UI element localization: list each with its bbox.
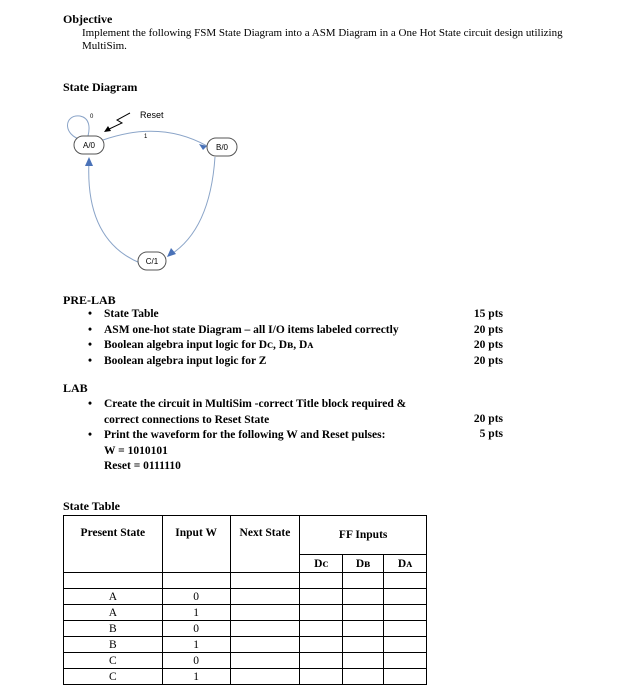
da-cell[interactable] — [384, 669, 427, 685]
col-header-next-state: Next State — [230, 516, 300, 573]
lab-points-2: 5 pts — [479, 428, 503, 440]
next-state-cell[interactable] — [230, 605, 300, 621]
spacer-cell — [343, 573, 384, 589]
present-state-cell: A — [64, 605, 163, 621]
next-state-cell[interactable] — [230, 669, 300, 685]
input-w-cell: 1 — [162, 637, 230, 653]
state-diagram-heading: State Diagram — [63, 80, 138, 94]
spacer-cell — [230, 573, 300, 589]
state-node-c — [138, 252, 166, 270]
da-cell[interactable] — [384, 637, 427, 653]
state-node-b — [207, 138, 237, 156]
input-w-cell: 0 — [162, 589, 230, 605]
self-loop-input-label: 0 — [90, 114, 94, 120]
arc-c-to-a — [89, 161, 140, 263]
table-row — [64, 653, 427, 669]
da-cell[interactable] — [384, 605, 427, 621]
next-state-cell[interactable] — [230, 589, 300, 605]
objective-text — [82, 27, 602, 53]
col-header-input-w: Input W — [162, 516, 230, 573]
spacer-cell — [64, 573, 163, 589]
transition-input-label: 1 — [144, 134, 148, 140]
state-table-heading: State Table — [63, 499, 121, 513]
present-state-cell: A — [64, 589, 163, 605]
dc-cell[interactable] — [300, 621, 343, 637]
dc-cell[interactable] — [300, 669, 343, 685]
db-cell[interactable] — [343, 621, 384, 637]
db-cell[interactable] — [343, 589, 384, 605]
lab-item-create-circuit — [86, 397, 466, 428]
prelab-item-asm-diagram: • ASM one-hot state Diagram – all I/O items labeled correctly — [86, 323, 446, 339]
arrow-b-to-c — [167, 248, 176, 257]
input-w-cell: 1 — [162, 605, 230, 621]
dc-cell[interactable] — [300, 589, 343, 605]
lab-item1-line2: correct connections to Reset State — [104, 413, 270, 426]
input-w-cell: 1 — [162, 669, 230, 685]
lab-points-1: 20 pts — [473, 413, 503, 425]
input-w-cell: 0 — [162, 653, 230, 669]
col-header-present-state: Present State — [64, 516, 163, 573]
col-header-da: Dᴀ — [384, 555, 427, 573]
prelab-points-4: 20 pts — [473, 354, 503, 367]
spacer-cell — [162, 573, 230, 589]
arc-b-to-c — [170, 157, 215, 255]
table-row — [64, 589, 427, 605]
db-cell[interactable] — [343, 637, 384, 653]
da-cell[interactable] — [384, 653, 427, 669]
dc-cell[interactable] — [300, 653, 343, 669]
arc-a-to-b — [103, 131, 207, 146]
state-c-label: C/1 — [145, 257, 159, 266]
prelab-item-state-table: • State Table — [86, 307, 446, 323]
prelab-item-boolean-z: • Boolean algebra input logic for Z — [86, 354, 446, 370]
lab-reset-pulses: Reset = 0111110 — [104, 460, 181, 472]
db-cell[interactable] — [343, 605, 384, 621]
input-w-cell: 0 — [162, 621, 230, 637]
table-row — [64, 621, 427, 637]
prelab-points-2: 20 pts — [473, 323, 503, 336]
table-row — [64, 637, 427, 653]
state-node-a — [74, 136, 104, 154]
objective-text-line1: Implement the following FSM State Diagram into a ASM Diagram in a One Hot State circuit design utilizing — [82, 27, 563, 39]
next-state-cell[interactable] — [230, 621, 300, 637]
objective-heading: Objective — [63, 12, 113, 26]
arrow-c-to-a — [85, 157, 93, 166]
state-diagram — [60, 100, 260, 275]
dc-cell[interactable] — [300, 637, 343, 653]
lab-list — [86, 397, 466, 475]
reset-arrow-line — [107, 113, 130, 130]
spacer-cell — [384, 573, 427, 589]
col-header-dc: Dᴄ — [300, 555, 343, 573]
lab-w-pulses: W = 1010101 — [104, 444, 168, 457]
state-b-label: B/0 — [215, 143, 229, 152]
prelab-points-3: 20 pts — [473, 339, 503, 351]
dc-cell[interactable] — [300, 605, 343, 621]
da-cell[interactable] — [384, 589, 427, 605]
col-header-ff-inputs: FF Inputs — [300, 516, 427, 555]
lab-item2-line1: • Print the waveform for the following W and Reset pulses: — [104, 429, 386, 441]
reset-label: Reset — [140, 110, 164, 120]
lab-heading: LAB — [63, 381, 88, 395]
next-state-cell[interactable] — [230, 637, 300, 653]
objective-text-line2: MultiSim. — [82, 40, 127, 52]
prelab-item-boolean-d: • Boolean algebra input logic for Dᴄ, Dʙ, Dᴀ — [86, 338, 446, 354]
db-cell[interactable] — [343, 653, 384, 669]
prelab-heading: PRE-LAB — [63, 293, 116, 307]
prelab-points — [455, 307, 503, 369]
prelab-points-1: 15 pts — [473, 308, 503, 320]
next-state-cell[interactable] — [230, 653, 300, 669]
da-cell[interactable] — [384, 621, 427, 637]
col-header-db: Dʙ — [343, 555, 384, 573]
db-cell[interactable] — [343, 669, 384, 685]
table-row — [64, 669, 427, 685]
prelab-list — [86, 307, 446, 369]
lab-item1-line1: • Create the circuit in MultiSim -correct Title block required & — [104, 398, 407, 410]
state-a-label: A/0 — [82, 141, 96, 150]
present-state-cell: B — [64, 621, 163, 637]
state-table — [63, 515, 427, 685]
present-state-cell: C — [64, 669, 163, 685]
present-state-cell: B — [64, 637, 163, 653]
lab-item-print-waveform — [86, 428, 466, 475]
table-row — [64, 605, 427, 621]
spacer-cell — [300, 573, 343, 589]
present-state-cell: C — [64, 653, 163, 669]
